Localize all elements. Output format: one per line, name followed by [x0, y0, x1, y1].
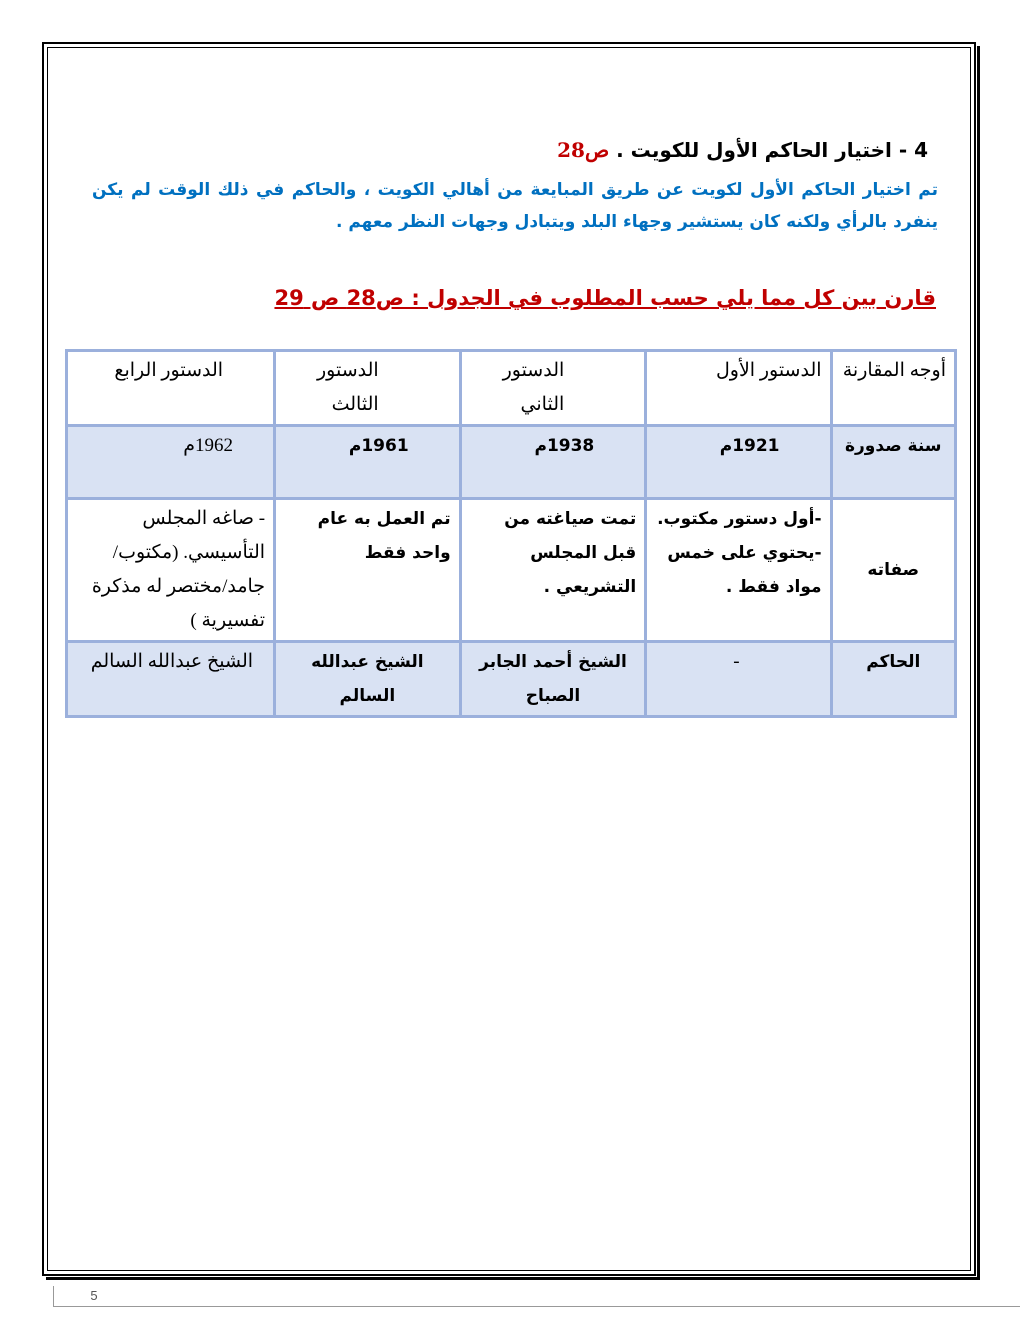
footer-line: [135, 1306, 1020, 1307]
traits-constitution-4: - صاغه المجلس التأسيسي. (مكتوب/جامد/مختصر له مذكرة تفسيرية ): [67, 499, 275, 642]
table-header-row: [67, 351, 956, 426]
row-label-ruler: الحاكم: [831, 642, 955, 717]
question-heading: [557, 138, 928, 162]
traits-constitution-1: -أول دستور مكتوب. -يحتوي على خمس مواد فقط .: [646, 499, 831, 642]
traits-constitution-2: تمت صياغته من قبل المجلس التشريعي .: [460, 499, 646, 642]
table-row-traits: [67, 499, 956, 642]
ruler-constitution-4: الشيخ عبدالله السالم: [67, 642, 275, 717]
page-border-shadow-side: [977, 46, 980, 1280]
ruler-constitution-3: الشيخ عبدالله السالم: [275, 642, 461, 717]
header-constitution-1: الدستور الأول: [646, 351, 831, 426]
traits-constitution-3: تم العمل به عام واحد فقط: [275, 499, 461, 642]
header-constitution-4: الدستور الرابع: [67, 351, 275, 426]
row-label-year: سنة صدورة: [831, 426, 955, 499]
header-constitution-2: الدستور الثاني: [460, 351, 646, 426]
header-aspect: أوجه المقارنة: [831, 351, 955, 426]
table-row-year: [67, 426, 956, 499]
question-page-ref: ص28: [557, 138, 610, 162]
comparison-table: [65, 349, 957, 718]
question-title: 4 - اختيار الحاكم الأول للكويت .: [609, 138, 928, 162]
table-row-ruler: [67, 642, 956, 717]
year-constitution-4: 1962م: [67, 426, 275, 499]
question-answer: تم اختيار الحاكم الأول لكويت عن طريق المبايعة من أهالي الكويت ، والحاكم في ذلك الوقت لم يكن ينفرد بالرأي ولكنه كان يستشير وجهاء البلد ويتبادل وجهات النظر معهم .: [92, 180, 938, 232]
compare-title: قارن بين كل مما يلي حسب المطلوب في الجدول : ص28 ص 29: [274, 286, 936, 310]
page-number: 5: [90, 1288, 98, 1303]
ruler-constitution-1: -: [646, 642, 831, 717]
row-label-traits: صفاته: [831, 499, 955, 642]
year-constitution-2: 1938م: [460, 426, 646, 499]
year-constitution-1: 1921م: [646, 426, 831, 499]
header-constitution-3: الدستور الثالث: [275, 351, 461, 426]
ruler-constitution-2: الشيخ أحمد الجابر الصباح: [460, 642, 646, 717]
page-border-shadow: [46, 1277, 980, 1280]
year-constitution-3: 1961م: [275, 426, 461, 499]
